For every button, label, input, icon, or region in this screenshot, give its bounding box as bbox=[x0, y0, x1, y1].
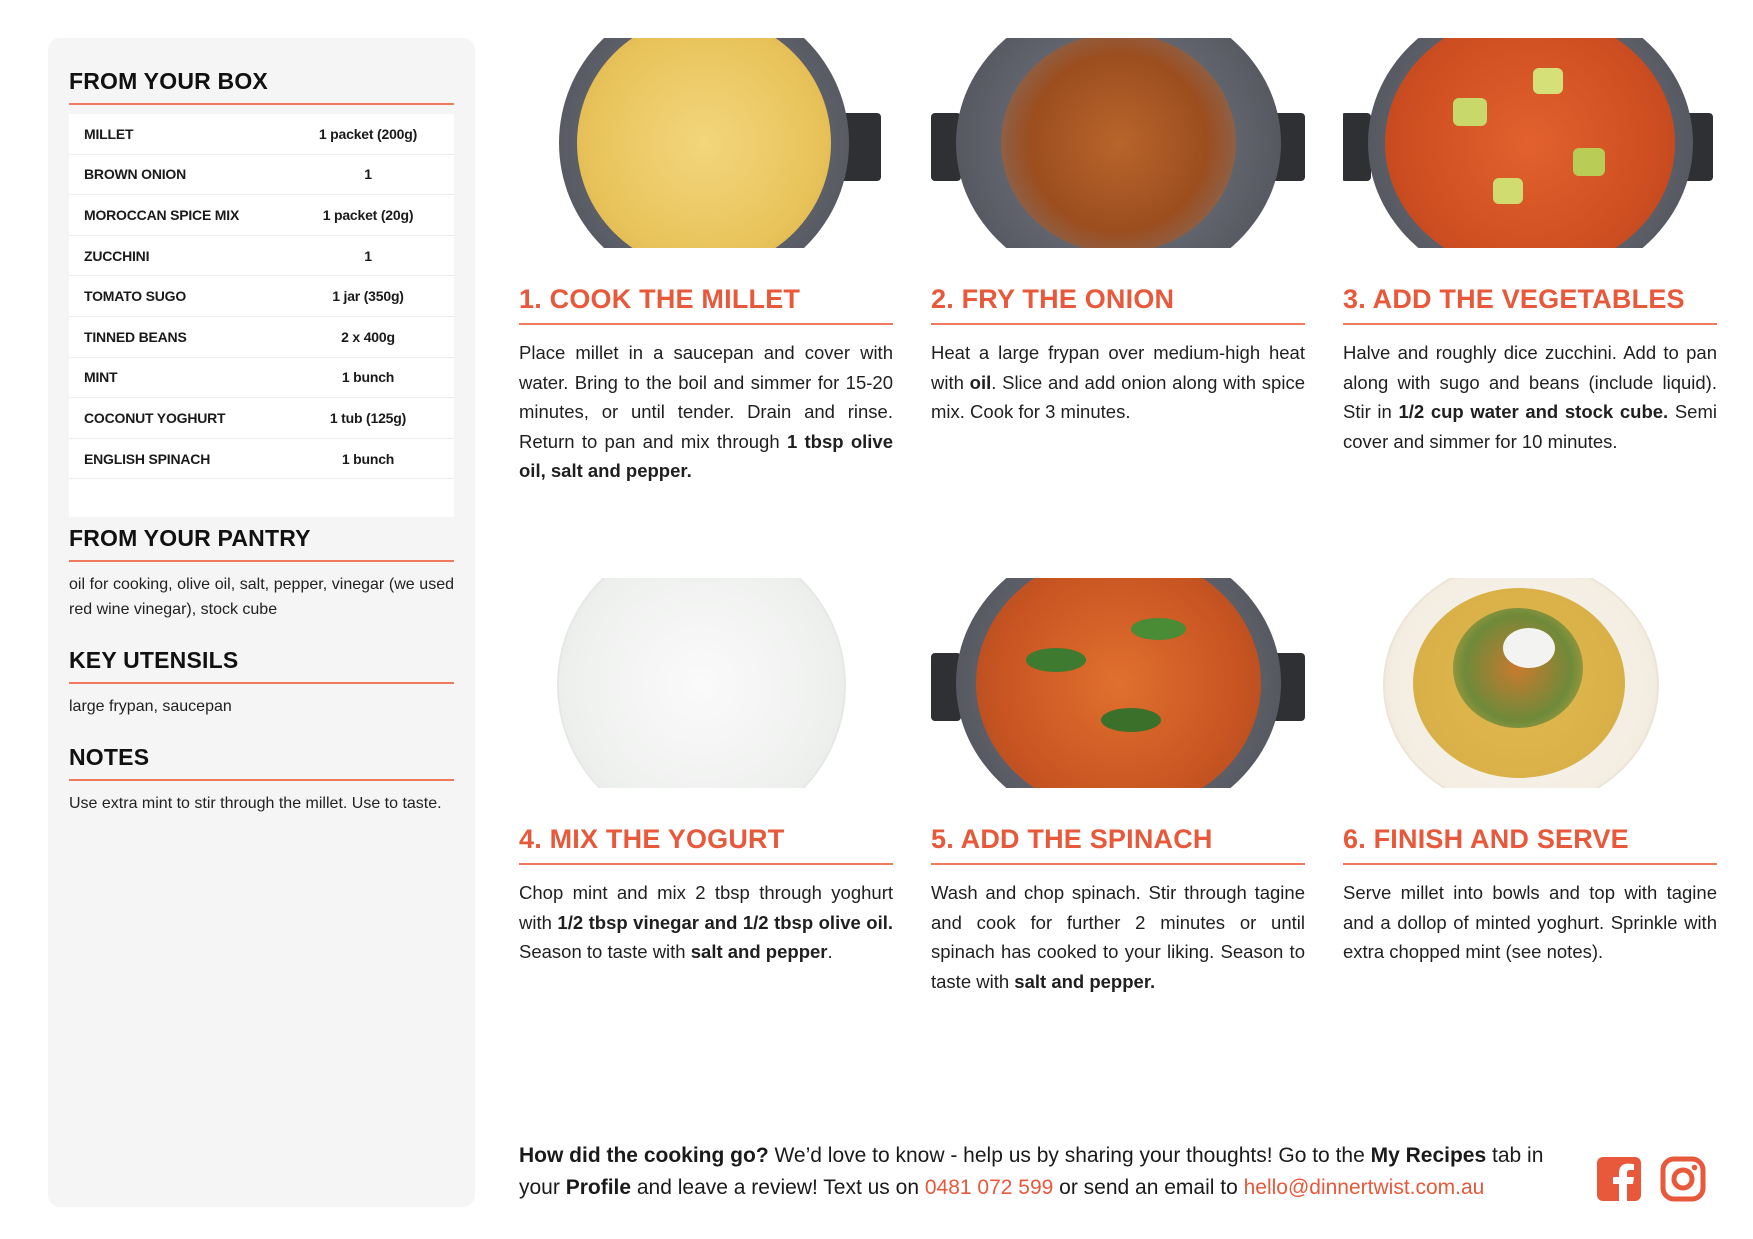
ingredient-quantity: 1 bunch bbox=[282, 357, 454, 398]
from-your-pantry-section bbox=[69, 525, 454, 622]
ingredient-name: ENGLISH SPINACH bbox=[69, 438, 282, 479]
bold-text: salt and pepper bbox=[690, 941, 828, 962]
from-your-box-title: FROM YOUR BOX bbox=[69, 68, 454, 105]
ingredient-name: ZUCCHINI bbox=[69, 235, 282, 276]
profile-label: Profile bbox=[565, 1176, 632, 1199]
ingredients-sidebar bbox=[48, 38, 475, 1207]
step-3-photo bbox=[1343, 38, 1717, 248]
footer-text-3: and leave a review! Text us on bbox=[631, 1176, 925, 1199]
step-4-photo bbox=[519, 578, 893, 788]
footer-question: How did the cooking go? bbox=[519, 1144, 769, 1167]
ingredient-row bbox=[69, 357, 454, 398]
ingredient-quantity: 1 packet (200g) bbox=[282, 114, 454, 154]
step-2 bbox=[931, 38, 1305, 422]
text-segment: Semi cover and simmer for 10 minutes. bbox=[1343, 401, 1717, 452]
text-segment: Halve and roughly dice zucchini. Add to pan along with sugo and beans (include liquid). Stir in bbox=[1343, 342, 1717, 422]
step-1-title: 1. COOK THE MILLET bbox=[519, 284, 893, 325]
notes-text: Use extra mint to stir through the millet. Use to taste. bbox=[69, 795, 442, 812]
footer-text-4: or send an email to bbox=[1053, 1176, 1244, 1199]
ingredient-quantity: 1 tub (125g) bbox=[282, 398, 454, 439]
spacer-cell bbox=[282, 479, 454, 518]
step-1-description bbox=[519, 338, 893, 486]
ingredient-quantity: 1 jar (350g) bbox=[282, 276, 454, 317]
key-utensils-section bbox=[69, 647, 454, 719]
step-2-title: 2. FRY THE ONION bbox=[931, 284, 1305, 325]
step-4-title: 4. MIX THE YOGURT bbox=[519, 824, 893, 865]
ingredient-row bbox=[69, 316, 454, 357]
utensils-text: large frypan, saucepan bbox=[69, 698, 232, 715]
ingredient-row bbox=[69, 235, 454, 276]
ingredients-table bbox=[69, 114, 454, 517]
ingredient-quantity: 1 packet (20g) bbox=[282, 195, 454, 236]
step-3-description bbox=[1343, 338, 1717, 456]
step-3-title: 3. ADD THE VEGETABLES bbox=[1343, 284, 1717, 325]
step-5 bbox=[931, 578, 1305, 992]
ingredient-name: TOMATO SUGO bbox=[69, 276, 282, 317]
text-segment: . Slice and add onion along with spice mix. Cook for 3 minutes. bbox=[931, 371, 1305, 422]
step-6-description bbox=[1343, 878, 1717, 967]
from-your-box-section bbox=[69, 68, 454, 517]
bold-text: salt and pepper. bbox=[1014, 970, 1156, 992]
text-segment: Place millet in a saucepan and cover with water. Bring to the boil and simmer for 15-20 minutes, or until tender. Drain and rinse. Return to pan and mix through bbox=[519, 342, 893, 452]
bold-text: 1/2 cup water and stock cube. bbox=[1398, 401, 1669, 422]
ingredient-name: MILLET bbox=[69, 114, 282, 154]
table-spacer bbox=[69, 479, 454, 518]
step-4 bbox=[519, 578, 893, 962]
step-2-photo bbox=[931, 38, 1305, 248]
my-recipes-label: My Recipes bbox=[1370, 1144, 1487, 1167]
key-utensils-title: KEY UTENSILS bbox=[69, 647, 454, 684]
text-segment: Serve millet into bowls and top with tagine and a dollop of minted yoghurt. Sprinkle with extra chopped mint (see notes). bbox=[1343, 882, 1717, 962]
step-5-photo bbox=[931, 578, 1305, 788]
step-6 bbox=[1343, 578, 1717, 962]
ingredient-row bbox=[69, 195, 454, 236]
ingredient-row bbox=[69, 398, 454, 439]
step-6-title: 6. FINISH AND SERVE bbox=[1343, 824, 1717, 865]
ingredient-quantity: 1 bbox=[282, 235, 454, 276]
ingredient-row bbox=[69, 438, 454, 479]
bold-text: oil bbox=[969, 371, 992, 393]
ingredient-name: MINT bbox=[69, 357, 282, 398]
step-5-title: 5. ADD THE SPINACH bbox=[931, 824, 1305, 865]
pantry-text: oil for cooking, olive oil, salt, pepper, vinegar (we used red wine vinegar), stock cube bbox=[69, 576, 454, 618]
step-3 bbox=[1343, 38, 1717, 452]
ingredient-name: TINNED BEANS bbox=[69, 316, 282, 357]
step-1-photo bbox=[519, 38, 893, 248]
spacer-cell bbox=[69, 479, 282, 518]
footer-text-1: We’d love to know - help us by sharing your thoughts! Go to the bbox=[768, 1144, 1371, 1167]
from-your-pantry-title: FROM YOUR PANTRY bbox=[69, 525, 454, 562]
step-1 bbox=[519, 38, 894, 481]
notes-section bbox=[69, 744, 454, 816]
step-4-description bbox=[519, 878, 893, 967]
phone-number[interactable]: 0481 072 599 bbox=[924, 1176, 1054, 1199]
instagram-icon[interactable] bbox=[1660, 1156, 1706, 1202]
ingredient-name: COCONUT YOGHURT bbox=[69, 398, 282, 439]
ingredient-row bbox=[69, 154, 454, 195]
text-segment: . bbox=[827, 941, 833, 962]
ingredient-quantity: 2 x 400g bbox=[282, 316, 454, 357]
text-segment: Chop mint and mix 2 tbsp through yoghurt with bbox=[519, 882, 893, 933]
ingredient-name: BROWN ONION bbox=[69, 154, 282, 195]
bold-text: 1 tbsp olive oil, salt and pepper. bbox=[519, 430, 894, 481]
text-segment: Wash and chop spinach. Stir through tagine and cook for further 2 minutes or until spinach has cooked to your liking. Season to taste with bbox=[931, 882, 1305, 992]
text-segment: Season to taste with bbox=[519, 941, 691, 962]
ingredient-quantity: 1 bbox=[282, 154, 454, 195]
ingredient-name: MOROCCAN SPICE MIX bbox=[69, 195, 282, 236]
notes-title: NOTES bbox=[69, 744, 454, 781]
step-6-photo bbox=[1343, 578, 1717, 788]
facebook-icon[interactable] bbox=[1596, 1156, 1642, 1202]
ingredient-row bbox=[69, 276, 454, 317]
step-2-description bbox=[931, 338, 1305, 427]
bold-text: 1/2 tbsp vinegar and 1/2 tbsp olive oil. bbox=[557, 911, 893, 933]
ingredient-row bbox=[69, 114, 454, 154]
feedback-footer bbox=[519, 1140, 1574, 1204]
email-link[interactable]: hello@dinnertwist.com.au bbox=[1243, 1176, 1485, 1199]
footer-text-2: tab in your bbox=[519, 1144, 1544, 1199]
step-5-description bbox=[931, 878, 1305, 996]
text-segment: Heat a large frypan over medium-high heat with bbox=[931, 342, 1305, 393]
ingredient-quantity: 1 bunch bbox=[282, 438, 454, 479]
